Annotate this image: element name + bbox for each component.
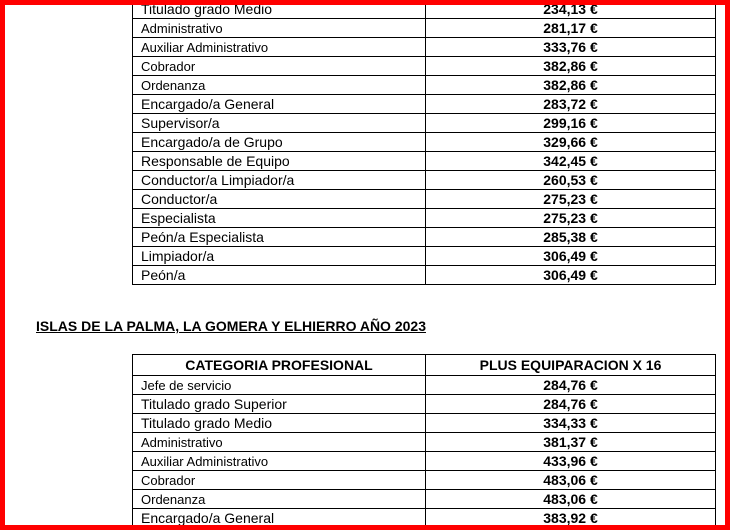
category-cell: Conductor/a [133,190,426,209]
category-cell: Peón/a [133,266,426,285]
category-cell: Jefe de servicio [133,376,426,395]
category-cell: Ordenanza [133,76,426,95]
category-cell: Limpiador/a [133,247,426,266]
value-cell: 381,37 € [426,433,716,452]
value-cell: 483,06 € [426,471,716,490]
table-row [133,490,716,509]
category-cell: Supervisor/a [133,114,426,133]
value-cell: 234,13 € [426,0,716,19]
table-row [133,471,716,490]
value-cell: 334,33 € [426,414,716,433]
category-cell: Cobrador [133,471,426,490]
table-row [133,57,716,76]
table-row [133,433,716,452]
value-cell: 284,76 € [426,376,716,395]
category-cell: Administrativo [133,19,426,38]
table-row [133,228,716,247]
table-row [133,509,716,528]
category-cell: Administrativo [133,433,426,452]
table-row [133,38,716,57]
value-cell: 285,38 € [426,228,716,247]
table-row [133,452,716,471]
value-cell: 283,72 € [426,95,716,114]
table-row [133,395,716,414]
value-cell: 306,49 € [426,266,716,285]
table-row [133,247,716,266]
value-cell: 275,23 € [426,209,716,228]
table-row [133,19,716,38]
table-row [133,376,716,395]
category-cell: Titulado grado Medio [133,414,426,433]
table-row [133,76,716,95]
category-cell: Encargado/a General [133,95,426,114]
column-header-plus: PLUS EQUIPARACION X 16 [426,355,716,376]
salary-table-1 [132,0,716,285]
table-row [133,133,716,152]
column-header-category: CATEGORIA PROFESIONAL [133,355,426,376]
category-cell: Especialista [133,209,426,228]
value-cell: 275,23 € [426,190,716,209]
section-heading: ISLAS DE LA PALMA, LA GOMERA Y ELHIERRO AÑO 2023 [36,318,426,334]
category-cell: Cobrador [133,57,426,76]
table-row [133,266,716,285]
salary-table-2 [132,354,716,528]
value-cell: 382,86 € [426,57,716,76]
value-cell: 483,06 € [426,490,716,509]
value-cell: 281,17 € [426,19,716,38]
table-row [133,190,716,209]
value-cell: 342,45 € [426,152,716,171]
category-cell: Titulado grado Superior [133,395,426,414]
category-cell: Conductor/a Limpiador/a [133,171,426,190]
value-cell: 329,66 € [426,133,716,152]
category-cell: Ordenanza [133,490,426,509]
category-cell: Responsable de Equipo [133,152,426,171]
value-cell: 284,76 € [426,395,716,414]
table-row [133,95,716,114]
table-row [133,0,716,19]
value-cell: 333,76 € [426,38,716,57]
category-cell: Encargado/a de Grupo [133,133,426,152]
category-cell: Auxiliar Administrativo [133,452,426,471]
value-cell: 433,96 € [426,452,716,471]
table-row [133,171,716,190]
table-row [133,414,716,433]
table-header-row [133,355,716,376]
table-row [133,152,716,171]
value-cell: 382,86 € [426,76,716,95]
table-row [133,209,716,228]
value-cell: 299,16 € [426,114,716,133]
value-cell: 306,49 € [426,247,716,266]
category-cell: Titulado grado Medio [133,0,426,19]
value-cell: 260,53 € [426,171,716,190]
category-cell: Auxiliar Administrativo [133,38,426,57]
category-cell: Peón/a Especialista [133,228,426,247]
category-cell: Encargado/a General [133,509,426,528]
value-cell: 383,92 € [426,509,716,528]
table-row [133,114,716,133]
